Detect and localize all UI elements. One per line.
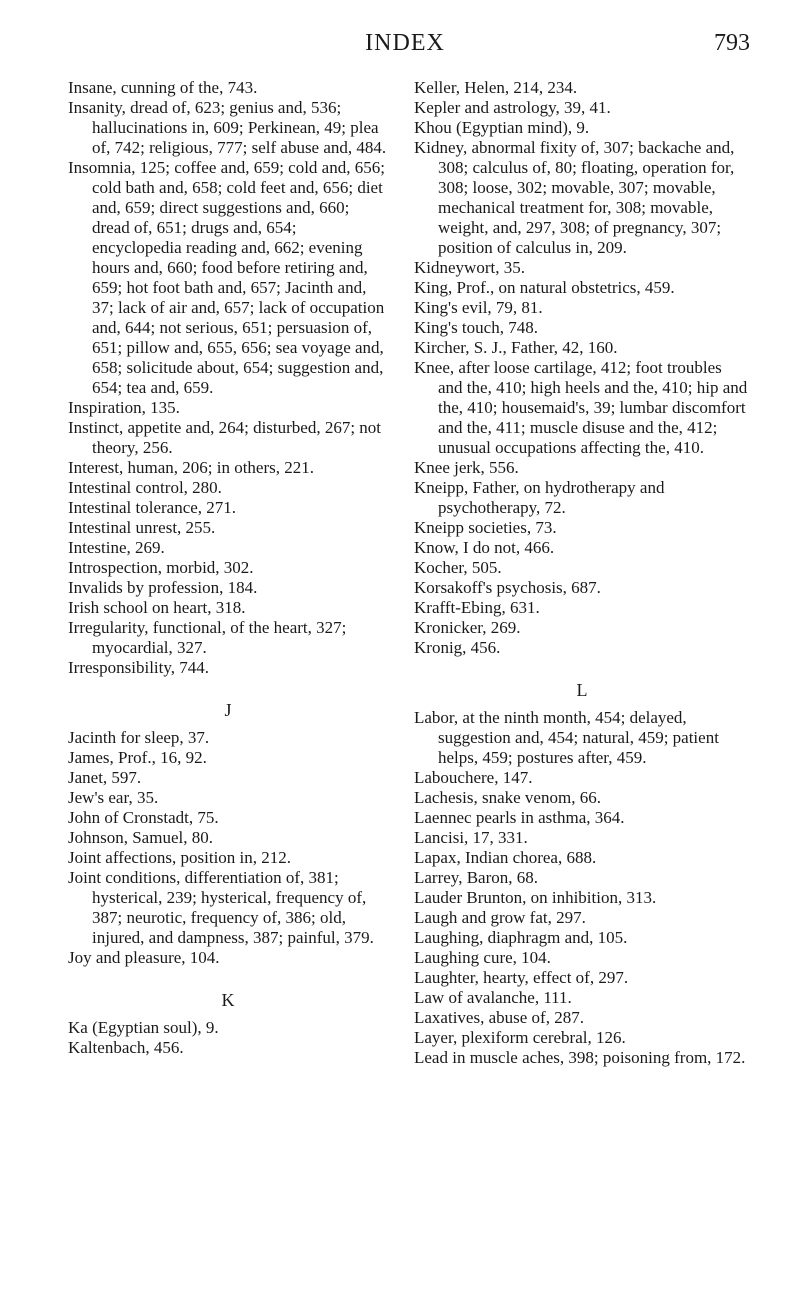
index-entry: Kneipp societies, 73. bbox=[414, 518, 557, 537]
index-entry: Kircher, S. J., Father, 42, 160. bbox=[414, 338, 618, 357]
page-header bbox=[60, 10, 750, 58]
index-entry: Laughing cure, 104. bbox=[414, 948, 551, 967]
index-entry: Larrey, Baron, 68. bbox=[414, 868, 538, 887]
index-entry: Irish school on heart, 318. bbox=[68, 598, 246, 617]
index-entry: Kocher, 505. bbox=[414, 558, 502, 577]
index-entry: King, Prof., on natural obstetrics, 459. bbox=[414, 278, 675, 297]
index-entry: Labouchere, 147. bbox=[414, 768, 533, 787]
index-entry: Invalids by profession, 184. bbox=[68, 578, 258, 597]
index-group-k-right bbox=[414, 78, 750, 658]
index-entry: Korsakoff's psychosis, 687. bbox=[414, 578, 601, 597]
index-entry: Keller, Helen, 214, 234. bbox=[414, 78, 578, 97]
index-entry: Lapax, Indian chorea, 688. bbox=[414, 848, 597, 867]
index-group-l bbox=[414, 708, 750, 1068]
index-entry: Laugh and grow fat, 297. bbox=[414, 908, 586, 927]
index-entry: Jacinth for sleep, 37. bbox=[68, 728, 210, 747]
index-entry: King's evil, 79, 81. bbox=[414, 298, 543, 317]
index-group-j bbox=[68, 728, 388, 968]
index-entry: Irregularity, functional, of the heart, 327; myocardial, 327. bbox=[68, 618, 347, 657]
index-entry: Janet, 597. bbox=[68, 768, 142, 787]
index-entry: Laennec pearls in asthma, 364. bbox=[414, 808, 625, 827]
index-entry: Law of avalanche, 111. bbox=[414, 988, 572, 1007]
index-entry: Labor, at the ninth month, 454; delayed, suggestion and, 454; natural, 459; patient helps, 459; postures after, 459. bbox=[414, 708, 719, 767]
index-entry: Insane, cunning of the, 743. bbox=[68, 78, 258, 97]
index-entry: Lachesis, snake venom, 66. bbox=[414, 788, 601, 807]
index-entry: Laxatives, abuse of, 287. bbox=[414, 1008, 584, 1027]
index-entry: Kronicker, 269. bbox=[414, 618, 521, 637]
index-entry: Joy and pleasure, 104. bbox=[68, 948, 220, 967]
page-title: INDEX bbox=[365, 30, 445, 56]
index-entry: Interest, human, 206; in others, 221. bbox=[68, 458, 314, 477]
index-entry: Joint conditions, differentiation of, 381; hysterical, 239; hysterical, frequency of, 387; neurotic, frequency of, 386; old, injured, and dampness, 387; painful, 379. bbox=[68, 868, 374, 947]
index-entry: Lancisi, 17, 331. bbox=[414, 828, 528, 847]
page-number: 793 bbox=[714, 30, 750, 56]
index-entry: Intestinal tolerance, 271. bbox=[68, 498, 237, 517]
index-entry: Insomnia, 125; coffee and, 659; cold and, 656; cold bath and, 658; cold feet and, 656; diet and, 659; direct suggestions and, 660; dread of, 651; drugs and, 654; encyclopedia reading and, 662; evening hours and, 660; food before retiring and, 659; hot foot bath and, 657; Jacinth and, 37; lack of air and, 657; lack of occupation and, 644; not serious, 651; persuasion of, 651; pillow and, 655, 656; sea voyage and, 658; solicitude about, 654; suggestion and, 654; tea and, 659. bbox=[68, 158, 385, 397]
index-entry: Kronig, 456. bbox=[414, 638, 501, 657]
index-entry: Kidney, abnormal fixity of, 307; backache and, 308; calculus of, 80; floating, operation for, 308; loose, 302; movable, 307; movable, mechanical treatment for, 308; movable, weight, and, 297, 308; of pregnancy, 307; position of calculus in, 209. bbox=[414, 138, 735, 257]
index-entry: Joint affections, position in, 212. bbox=[68, 848, 292, 867]
index-entry: Layer, plexiform cerebral, 126. bbox=[414, 1028, 626, 1047]
section-letter-k: K bbox=[221, 990, 235, 1010]
index-entry: Khou (Egyptian mind), 9. bbox=[414, 118, 590, 137]
index-entry: Johnson, Samuel, 80. bbox=[68, 828, 213, 847]
index-entry: Laughter, hearty, effect of, 297. bbox=[414, 968, 629, 987]
index-entry: Intestine, 269. bbox=[68, 538, 165, 557]
index-entry: Know, I do not, 466. bbox=[414, 538, 555, 557]
left-column bbox=[68, 78, 388, 1058]
index-entry: Kepler and astrology, 39, 41. bbox=[414, 98, 611, 117]
index-entry: Laughing, diaphragm and, 105. bbox=[414, 928, 628, 947]
index-entry: Lead in muscle aches, 398; poisoning from, 172. bbox=[414, 1048, 746, 1067]
index-entry: Kidneywort, 35. bbox=[414, 258, 525, 277]
index-group-k-left bbox=[68, 1018, 388, 1058]
index-entry: Instinct, appetite and, 264; disturbed, 267; not theory, 256. bbox=[68, 418, 382, 457]
index-entry: Inspiration, 135. bbox=[68, 398, 180, 417]
index-entry: Intestinal control, 280. bbox=[68, 478, 222, 497]
section-letter-j: J bbox=[224, 700, 232, 720]
index-entry: Irresponsibility, 744. bbox=[68, 658, 210, 677]
index-entry: Kaltenbach, 456. bbox=[68, 1038, 184, 1057]
index-entry: Knee, after loose cartilage, 412; foot troubles and the, 410; high heels and the, 410; hip and the, 410; housemaid's, 39; lumbar discomfort and the, 411; muscle disuse and the, 412; unusual occupations affecting the, 410. bbox=[414, 358, 748, 457]
index-entry: Lauder Brunton, on inhibition, 313. bbox=[414, 888, 657, 907]
index-entry: Insanity, dread of, 623; genius and, 536; hallucinations in, 609; Perkinean, 49; plea of, 742; religious, 777; self abuse and, 484. bbox=[68, 98, 387, 157]
right-column bbox=[414, 78, 750, 1068]
index-entry: Krafft-Ebing, 631. bbox=[414, 598, 540, 617]
section-letter-l: L bbox=[576, 680, 588, 700]
index-entry: Knee jerk, 556. bbox=[414, 458, 519, 477]
index-entry: Intestinal unrest, 255. bbox=[68, 518, 216, 537]
index-entry: Introspection, morbid, 302. bbox=[68, 558, 254, 577]
index-group-i bbox=[68, 78, 388, 678]
index-entry: King's touch, 748. bbox=[414, 318, 538, 337]
index-entry: Jew's ear, 35. bbox=[68, 788, 159, 807]
index-entry: Ka (Egyptian soul), 9. bbox=[68, 1018, 219, 1037]
index-entry: Kneipp, Father, on hydrotherapy and psychotherapy, 72. bbox=[414, 478, 665, 517]
index-entry: John of Cronstadt, 75. bbox=[68, 808, 219, 827]
index-entry: James, Prof., 16, 92. bbox=[68, 748, 207, 767]
